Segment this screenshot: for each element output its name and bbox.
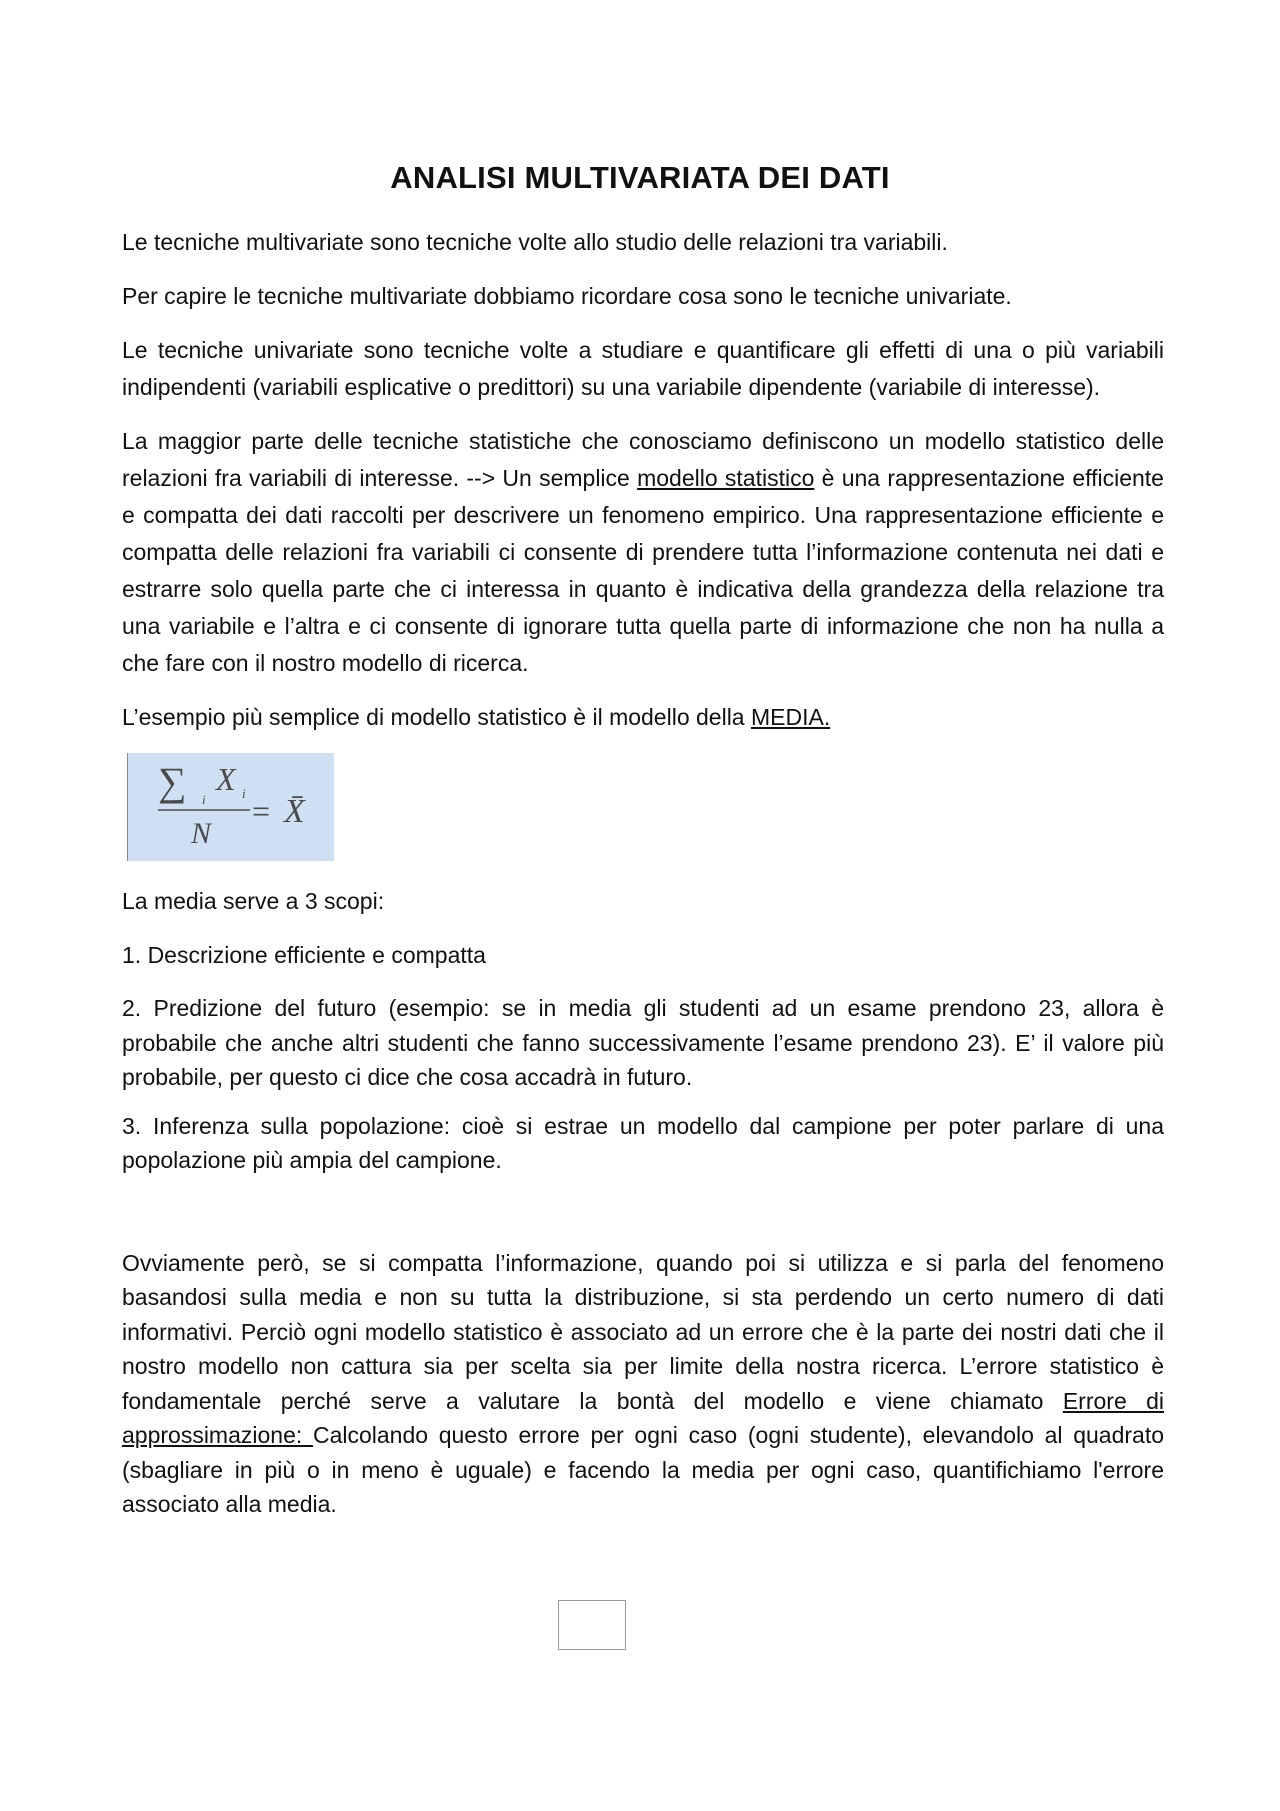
list-item-description: 1. Descrizione efficiente e compatta xyxy=(122,942,486,968)
paragraph-mean-example-text: L’esempio più semplice di modello statistico è il modello della xyxy=(122,704,751,730)
paragraph-intro: Le tecniche multivariate sono tecniche volte allo studio delle relazioni tra variabili. xyxy=(122,229,948,255)
formula-equals-sign: = xyxy=(252,793,271,829)
paragraph-statistical-model-text-2: è una rappresentazione efficiente e compatta dei dati raccolti per descrivere un fenomeno empirico. Una rappresentazione efficiente e compatta delle relazioni fra variabili ci consente di prendere tutta l’informazione contenuta nei dati e estrarre solo quella parte che ci interessa in quanto è indicativa della grandezza della relazione tra una variabile e l’altra e ci consente di ignorare tutta quella parte di informazione che non ha nulla a che fare con il nostro modello di ricerca. xyxy=(122,465,1164,676)
formula-sum-symbol: ∑ xyxy=(158,759,187,804)
paragraph-statistical-model-text-1: La maggior parte delle tecniche statistiche che conosciamo definiscono un modello statistico delle relazioni fra variabili di interesse. --> Un semplice xyxy=(122,428,1164,491)
document-body xyxy=(122,224,1164,1539)
paragraph-mean-purposes: La media serve a 3 scopi: xyxy=(122,888,385,914)
mean-formula-image xyxy=(127,753,334,861)
mean-formula-graphic xyxy=(128,753,334,861)
formula-variable-x: X xyxy=(216,761,236,797)
document-title: ANALISI MULTIVARIATA DEI DATI xyxy=(390,160,890,195)
list-item-prediction: 2. Predizione del futuro (esempio: se in media gli studenti ad un esame prendono 23, allora è probabile che anche altri studenti che fanno successivamente l’esame prendono 23). E’ il valore più probabile, per questo ci dice che cosa accadrà in futuro. xyxy=(122,995,1164,1090)
paragraph-statistical-model xyxy=(122,423,1164,682)
formula-denominator-n: N xyxy=(191,817,212,850)
formula-variable-index: i xyxy=(242,786,246,801)
paragraph-approximation-error xyxy=(122,1246,1164,1522)
blank-line xyxy=(122,1192,1164,1246)
paragraph-univariate-reminder: Per capire le tecniche multivariate dobbiamo ricordare cosa sono le tecniche univariate. xyxy=(122,283,1012,309)
underlined-term-statistical-model: modello statistico xyxy=(637,465,815,491)
list-item-inference: 3. Inferenza sulla popolazione: cioè si estrae un modello dal campione per poter parlare di una popolazione più ampia del campione. xyxy=(122,1112,1164,1173)
underlined-term-approximation-error: Errore di approssimazione: xyxy=(122,1387,1165,1448)
underlined-term-media: MEDIA. xyxy=(751,704,831,730)
paragraph-approximation-error-text-1: Ovviamente però, se si compatta l’informazione, quando poi si utilizza e si parla del fenomeno basandosi sulla media e non su tutta la distribuzione, si sta perdendo un certo numero di dati informativi. Perciò ogni modello statistico è associato ad un errore che è la parte dei nostri dati che il nostro modello non cattura sia per scelta sia per limite della nostra ricerca. L’errore statistico è fondamentale perché serve a valutare la bontà del modello e viene chiamato xyxy=(122,1249,1164,1414)
formula-sum-index: i xyxy=(202,792,206,807)
formula-x-bar: X̄ xyxy=(284,793,305,830)
paragraph-mean-example xyxy=(122,699,1164,736)
paragraph-univariate-definition: Le tecniche univariate sono tecniche volte a studiare e quantificare gli effetti di una o più variabili indipendenti (variabili esplicative o predittori) su una variabile dipendente (variabile di interesse). xyxy=(122,337,1164,400)
paragraph-approximation-error-text-2: Calcolando questo errore per ogni caso (ogni studente), elevandolo al quadrato (sbagliare in più o in meno è uguale) e facendo la media per ogni caso, quantifichiamo l'errore associato alla media. xyxy=(122,1422,1164,1517)
page-number-box xyxy=(558,1600,626,1650)
